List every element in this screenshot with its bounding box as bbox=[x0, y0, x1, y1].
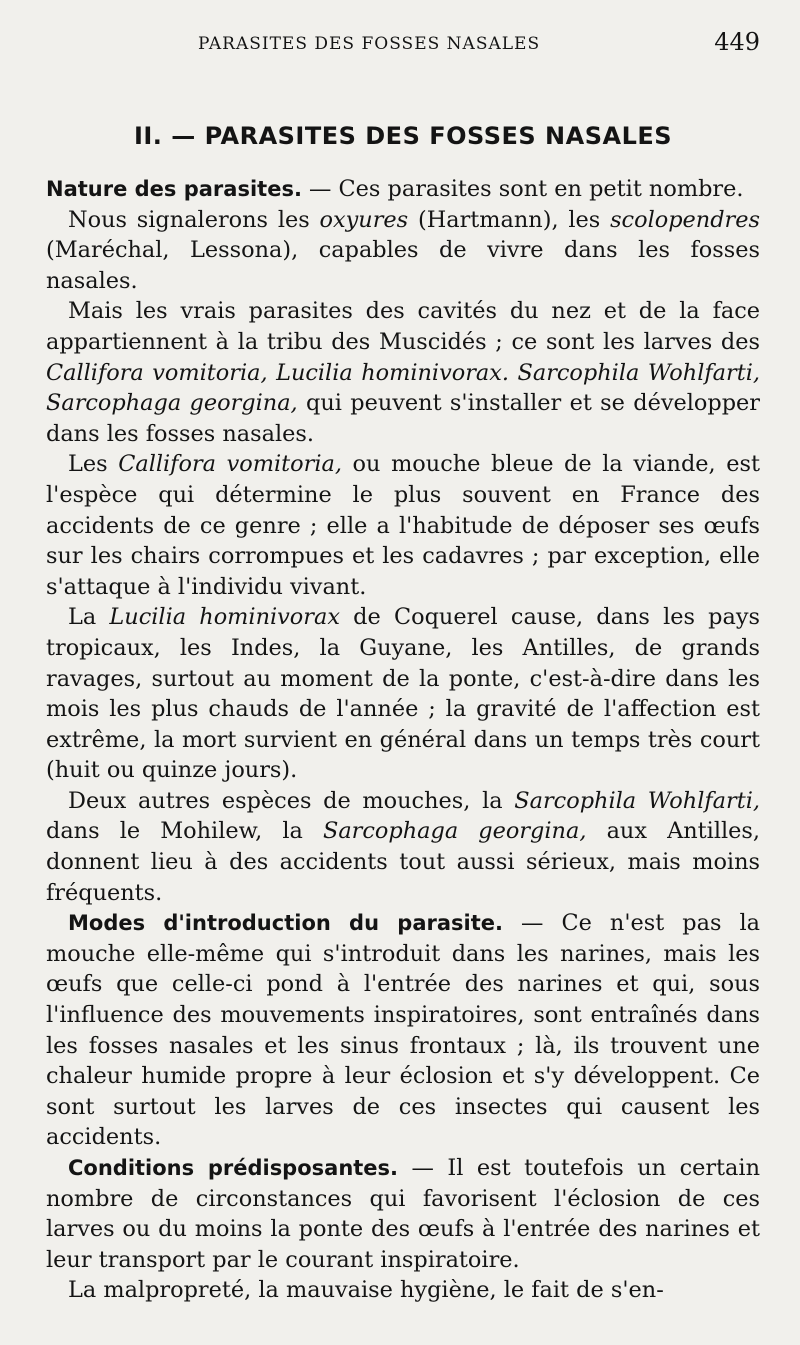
species-name: Sarcophila Wohlfarti, Sarcophaga georgina, bbox=[46, 359, 760, 417]
species-name: Callifora vomitoria, Lucilia hominivorax. bbox=[46, 359, 510, 386]
paragraph-callifora: Les Callifora vomitoria, ou mouche bleue de la viande, est l'espèce qui détermine le plus souvent en France des accidents de ce genre ; elle a l'habitude de déposer ses œufs sur les chairs corrompues et les cadavres ; par exception, elle s'attaque à l'individu vivant. bbox=[46, 451, 760, 600]
paragraph-autres-especes: Deux autres espèces de mouches, la Sarcophila Wohlfarti, dans le Mohilew, la Sarcophaga georgina, aux Antilles, donnent lieu à des accidents tout aussi sérieux, mais moins fréquents. bbox=[46, 787, 761, 906]
paragraph-lucilia: La Lucilia hominivorax de Coquerel cause, dans les pays tropicaux, les Indes, la Guyane, les Antilles, de grands ravages, surtout au moment de la ponte, c'est-à-dire dans les mois les plus chauds de l'année ; la gravité de l'affection est extrême, la mort survient en général dans un temps très court (huit ou quinze jours). bbox=[46, 604, 760, 784]
paragraph-modes-introduction: Modes d'introduction du parasite. — Ce n'est pas la mouche elle-même qui s'introduit dans les narines, mais les œufs que celle-ci pond à l'entrée des narines et qui, sous l'influence des mouvements inspiratoires, sont entraînés dans les fosses nasales et les sinus frontaux ; là, ils trouvent une chaleur humide propre à leur éclosion et s'y développent. Ce sont surtout les larves de ces insectes qui causent les accidents. bbox=[46, 910, 761, 1151]
page-number: 449 bbox=[714, 28, 760, 56]
paragraph-lead: Modes d'introduction du parasite. bbox=[68, 911, 503, 936]
paragraph-oxyures: Nous signalerons les oxyures (Hartmann), les scolopendres (Maréchal, Lessona), capables de vivre dans les fosses nasales. bbox=[46, 206, 760, 294]
page-header bbox=[46, 26, 760, 76]
paragraph-lead: Nature des parasites. bbox=[46, 177, 302, 201]
paragraph-muscides: Mais les vrais parasites des cavités du nez et de la face appartiennent à la tribu des Muscidés ; ce sont les larves des Callifora vomitoria, Lucilia hominivorax. Sarcophila Wohlfarti, Sarcophaga georgina, qui peuvent s'installer et se développer dans les fosses nasales. bbox=[46, 298, 760, 447]
species-name: Lucilia hominivorax bbox=[109, 604, 340, 631]
paragraph-lead: Conditions prédisposantes. bbox=[68, 1156, 399, 1180]
paragraph-conditions: Conditions prédisposantes. — Il est toutefois un certain nombre de circonstances qui favorisent l'éclosion de ces larves ou du moins la ponte des œufs à l'entrée des narines et leur transport par le courant inspiratoire. bbox=[46, 1155, 760, 1273]
section-title: II. — PARASITES DES FOSSES NASALES bbox=[133, 122, 673, 150]
species-name: Sarcophila Wohlfarti, bbox=[514, 787, 760, 814]
species-name: scolopendres bbox=[610, 206, 760, 233]
body-text bbox=[46, 174, 760, 1306]
paragraph-malproprete: La malpropreté, la mauvaise hygiène, le fait de s'en- bbox=[68, 1277, 664, 1304]
species-name: Sarcophaga georgina, bbox=[322, 818, 587, 845]
paragraph-nature: Nature des parasites. — Ces parasites sont en petit nombre. bbox=[46, 176, 744, 202]
running-head: PARASITES DES FOSSES NASALES bbox=[198, 34, 541, 54]
species-name: Callifora vomitoria, bbox=[118, 451, 342, 478]
species-name: oxyures bbox=[319, 206, 409, 233]
